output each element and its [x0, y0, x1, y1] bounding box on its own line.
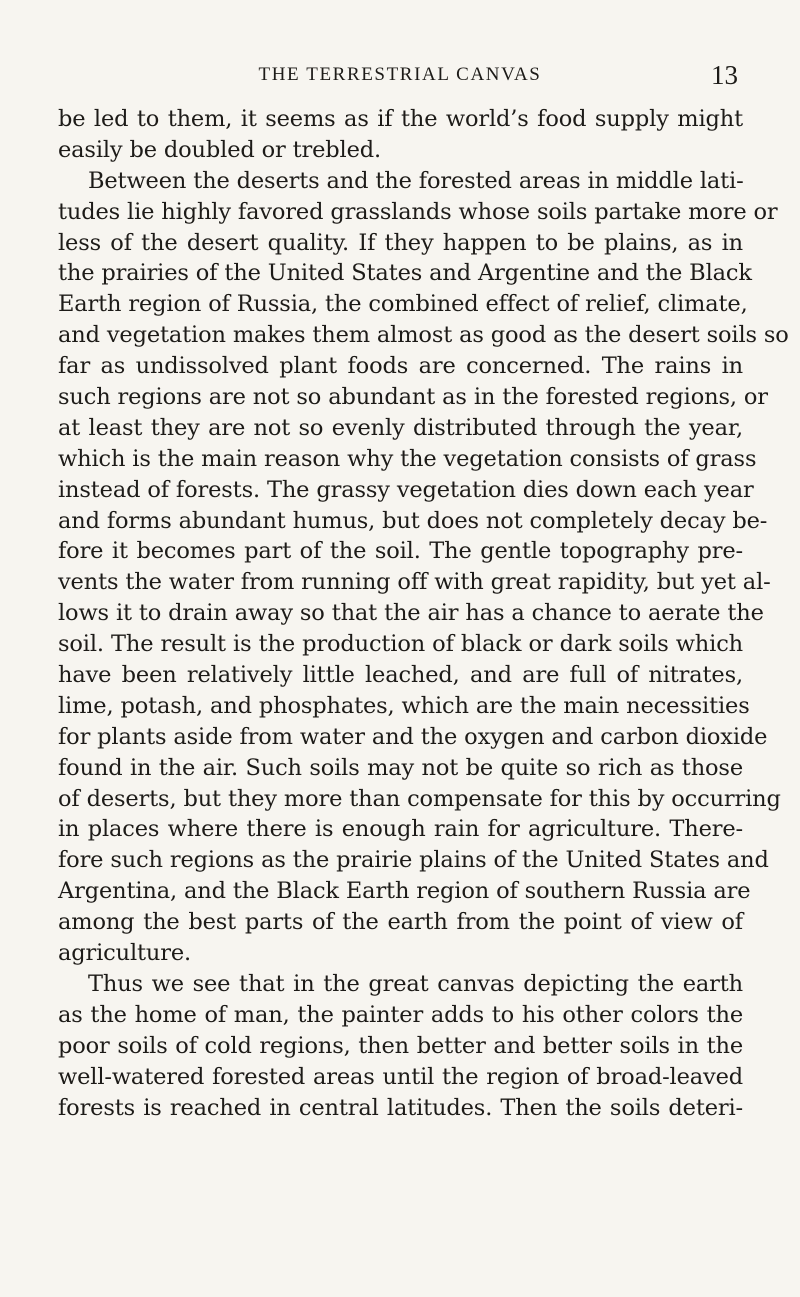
running-head: THE TERRESTRIAL CANVAS: [258, 64, 542, 85]
text-line: such regions are not so abundant as in the forested regions, or: [58, 384, 768, 411]
body-text: [58, 104, 789, 1123]
text-line: fore such regions as the prairie plains of the United States and: [58, 847, 769, 874]
text-line: for plants aside from water and the oxygen and carbon dioxide: [58, 723, 768, 750]
text-line: Earth region of Russia, the combined effect of relief, climate,: [58, 291, 748, 318]
page-header: [0, 62, 800, 92]
text-line: vents the water from running off with great rapidity, but yet al-: [58, 569, 771, 596]
text-line: tudes lie highly favored grasslands whose soils partake more or: [58, 198, 778, 225]
text-line: soil. The result is the production of black or dark soils which: [58, 631, 743, 658]
text-line: as the home of man, the painter adds to his other colors the: [58, 1001, 743, 1028]
text-line: at least they are not so evenly distributed through the year,: [58, 414, 743, 441]
text-line: well-watered forested areas until the region of broad-leaved: [58, 1063, 743, 1090]
text-line: instead of forests. The grassy vegetation dies down each year: [58, 476, 754, 503]
text-line: lime, potash, and phosphates, which are the main necessities: [58, 692, 750, 719]
text-line: Thus we see that in the great canvas depicting the earth: [88, 970, 743, 997]
text-line: the prairies of the United States and Argentine and the Black: [58, 260, 752, 287]
text-line: of deserts, but they more than compensate for this by occurring: [58, 785, 781, 812]
text-line: forests is reached in central latitudes. Then the soils deteri-: [58, 1094, 743, 1121]
text-line: agriculture.: [58, 940, 192, 967]
text-line: have been relatively little leached, and are full of nitrates,: [58, 662, 743, 689]
text-line: be led to them, it seems as if the world’s food supply might: [58, 106, 743, 132]
text-line: and forms abundant humus, but does not completely decay be-: [58, 507, 768, 534]
text-line: less of the desert quality. If they happen to be plains, as in: [58, 229, 743, 256]
text-line: found in the air. Such soils may not be quite so rich as those: [58, 754, 743, 781]
page-number: 13: [711, 60, 738, 90]
text-line: lows it to drain away so that the air has a chance to aerate the: [58, 600, 764, 627]
text-line: which is the main reason why the vegetation consists of grass: [58, 445, 757, 472]
text-line: poor soils of cold regions, then better and better soils in the: [58, 1032, 743, 1059]
text-line: in places where there is enough rain for agriculture. There-: [58, 816, 743, 843]
text-line: easily be doubled or trebled.: [58, 136, 381, 163]
text-line: Between the deserts and the forested areas in middle lati-: [88, 167, 744, 194]
text-line: far as undissolved plant foods are concerned. The rains in: [58, 353, 743, 380]
text-line: fore it becomes part of the soil. The gentle topography pre-: [58, 538, 743, 565]
text-line: among the best parts of the earth from the point of view of: [58, 909, 743, 936]
text-line: and vegetation makes them almost as good as the desert soils so: [58, 322, 789, 349]
text-line: Argentina, and the Black Earth region of southern Russia are: [58, 878, 751, 905]
